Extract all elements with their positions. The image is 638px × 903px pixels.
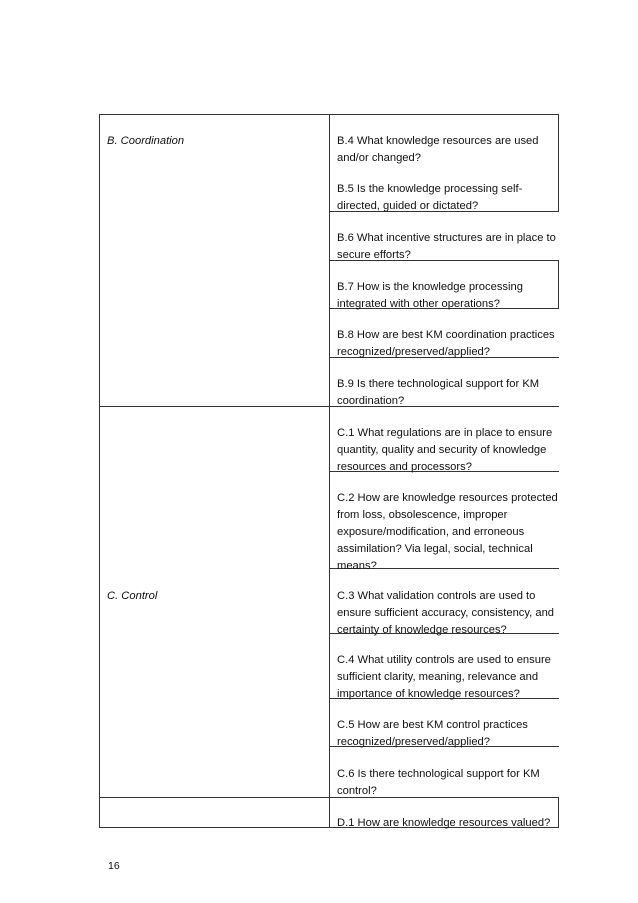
section-label-control: C. Control: [107, 590, 158, 602]
question-d1: D.1 How are knowledge resources valued?: [337, 817, 551, 829]
section-label-coordination: B. Coordination: [107, 135, 185, 147]
question-c4: C.4 What utility controls are used to ensure sufficient clarity, meaning, relevance and importance of knowledge resources?: [337, 654, 551, 700]
question-c2: C.2 How are knowledge resources protected from loss, obsolescence, improper exposure/modification, and erroneous assimilation? Via legal, social, technical means?: [337, 492, 558, 572]
question-c6: C.6 Is there technological support for KM control?: [337, 768, 540, 797]
question-b6: B.6 What incentive structures are in place to secure efforts?: [337, 232, 556, 261]
question-c5: C.5 How are best KM control practices recognized/preserved/applied?: [337, 719, 528, 748]
page-number: 16: [108, 860, 120, 872]
question-b8: B.8 How are best KM coordination practices recognized/preserved/applied?: [337, 329, 555, 358]
question-b9: B.9 Is there technological support for KM coordination?: [337, 378, 540, 407]
question-c3: C.3 What validation controls are used to ensure sufficient accuracy, consistency, and certainty of knowledge resources?: [337, 590, 555, 636]
question-b7: B.7 How is the knowledge processing integrated with other operations?: [337, 281, 523, 310]
question-b5: B.5 Is the knowledge processing self-directed, guided or dictated?: [337, 183, 523, 212]
question-b4: B.4 What knowledge resources are used and/or changed?: [337, 135, 539, 164]
question-c1: C.1 What regulations are in place to ensure quantity, quality and security of knowledge resources and processors?: [337, 427, 553, 473]
